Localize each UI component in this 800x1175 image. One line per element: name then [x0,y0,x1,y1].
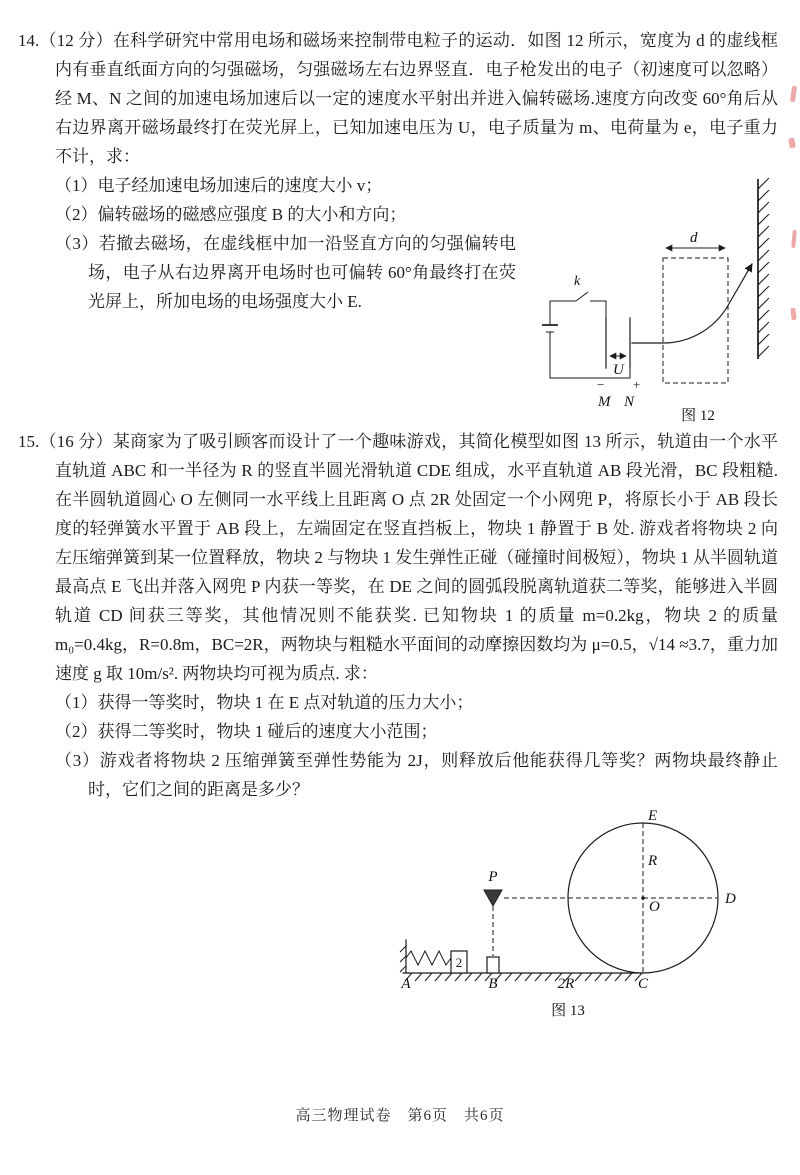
circuit-wire-to-plate [590,301,606,318]
problem-14-intro [18,26,778,171]
label-O: O [649,899,660,915]
problem-15-q1: （1）获得一等奖时，物块 1 在 E 点对轨道的压力大小； [55,693,474,712]
label-E: E [648,810,658,824]
circuit-wire-top [550,301,576,325]
problem-14-questions [18,171,778,423]
net-P [484,890,502,906]
field-region-dashed-box [663,258,728,383]
switch-k-lever [576,292,588,301]
problem-15-q3: （3）游戏者将物块 2 压缩弹簧至弹性势能为 2J，则释放后他能获得几等奖？两物块最终静止时，它们之间的距离是多少？ [55,751,778,799]
ground-hatching [405,973,642,981]
red-ink-mark [790,86,797,103]
label-U: U [613,362,624,378]
problem-15 [18,427,778,1027]
problem-14-q3: （3）若撤去磁场，在虚线框中加一沿竖直方向的匀强偏转电场，电子从右边界离开电场时也可偏转 60°角最终打在荧光屏上，所加电场的电场强度大小 E. [55,234,516,311]
red-ink-mark [791,230,797,248]
problem-15-number: 15. [18,432,40,451]
red-ink-mark [788,138,796,149]
figure-13-caption: 图 13 [551,1003,585,1019]
screen-hatching [758,178,769,357]
label-minus: − [597,377,605,392]
label-plus: + [633,377,641,392]
problem-14 [18,26,778,423]
block-1 [487,957,499,973]
label-2R: 2R [557,976,575,992]
problem-14-q2: （2）偏转磁场的磁感应强度 B 的大小和方向； [55,205,407,224]
center-O-dot [641,896,645,900]
problem-15-intro-text: （16 分）某商家为了吸引顾客而设计了一个趣味游戏，其简化模型如图 13 所示，轨道由一个水平直轨道 ABC 和一半径为 R 的竖直半圆光滑轨道 CDE 组成，水平直轨道 AB 段光滑，BC 段粗糙. 在半圆轨道圆心 O 左侧同一水平线上且距离 O 点 2R 处固定一个小网兜 P，将原长小于 AB 段长度的轻弹簧水平置于 AB 段上，左端固定在竖直挡板上，物块 1 静置于 B 处. 游戏者将物块 2 向左压缩弹簧到某一位置释放，物块 2 与物块 1 发生弹性正碰（碰撞时间极短），物块 1 从半圆轨道最高点 E 飞出并落入网兜 P 内获一等奖，在 DE 之间的圆弧段脱离轨道获二等奖，能够进入半圆轨道 CD 间获三等奖，其他情况则不能获奖. 已知物块 1 的质量 m=0.2kg，物块 2 的质量 m₀=0.4kg，R=0.8m，BC=2R，两物块与粗糙水平面间的动摩擦因数均为 μ=0.5，√14 ≈3.7，重力加速度 g 取 10m/s². 两物块均可视为质点. 求： [39,432,778,683]
figure-13-wrapper [398,810,778,1027]
spring [406,951,451,965]
problem-14-q1: （1）电子经加速电场加速后的速度大小 v； [55,176,383,195]
label-R: R [648,853,658,869]
label-A: A [401,976,411,992]
label-d: d [690,230,698,246]
figure-12-caption: 图 12 [681,408,715,423]
label-k: k [574,274,581,289]
red-ink-mark [790,308,796,320]
electron-trajectory [632,264,752,343]
label-B: B [488,976,498,992]
figure-13 [398,810,778,1022]
label-N: N [624,394,635,410]
problem-15-q2: （2）获得二等奖时，物块 1 碰后的速度大小范围； [55,722,438,741]
problem-14-intro-text: （12 分）在科学研究中常用电场和磁场来控制带电粒子的运动．如图 12 所示，宽度为 d 的虚线框内有垂直纸面方向的匀强磁场，匀强磁场左右边界竖直．电子枪发出的电子（初速度可以忽略）经 M、N 之间的加速电场加速后以一定的速度水平射出并进入偏转磁场.速度方向改变 60°角后从右边界离开磁场最终打在荧光屏上，已知加速电压为 U，电子质量为 m、电荷量为 e，电子重力不计，求： [39,31,778,166]
label-P: P [488,869,498,885]
page-footer: 高三物理试卷 第6页 共6页 [295,1108,505,1124]
wall-hatching [400,946,406,972]
label-C: C [637,976,649,992]
figure-12 [528,173,778,423]
problem-14-number: 14. [18,31,40,50]
label-D: D [725,891,736,907]
problem-15-intro [18,427,778,688]
label-block-2: 2 [455,955,463,970]
label-M: M [598,394,611,410]
